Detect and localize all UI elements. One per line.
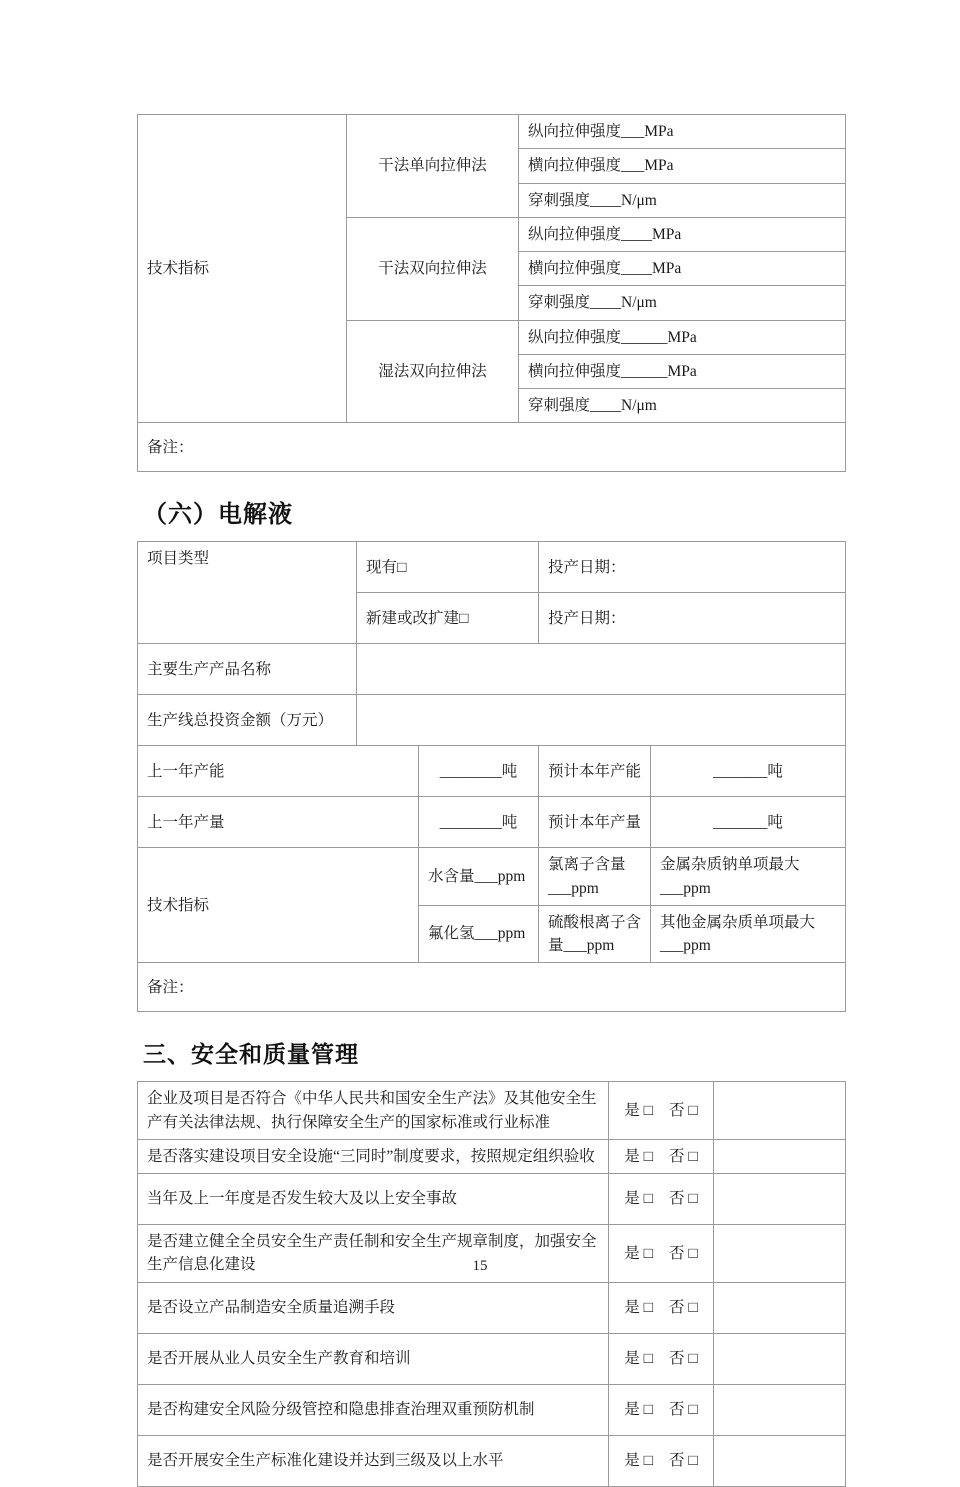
electrolyte-table	[137, 541, 846, 1012]
method-name-dry-uniaxial: 干法单向拉伸法	[347, 115, 519, 218]
last-year-capacity-value[interactable]: ________吨	[419, 746, 539, 797]
table-row	[138, 644, 846, 695]
spec-item: 纵向拉伸强度___MPa	[519, 115, 846, 149]
spec-item: 穿刺强度____N/μm	[519, 183, 846, 217]
main-product-label: 主要生产产品名称	[138, 644, 357, 695]
safety-note[interactable]	[714, 1174, 846, 1225]
spec-item: 穿刺强度____N/μm	[519, 286, 846, 320]
table-row	[138, 1384, 846, 1435]
table-row	[138, 1174, 846, 1225]
yes-no-checkbox-cell[interactable]	[609, 1139, 714, 1173]
yes-checkbox[interactable]: 是 □	[624, 1298, 653, 1316]
last-year-output-value[interactable]: ________吨	[419, 797, 539, 848]
safety-question: 当年及上一年度是否发生较大及以上安全事故	[138, 1174, 609, 1225]
electrolyte-tech-label: 技术指标	[138, 848, 419, 963]
this-year-output-label: 预计本年产量	[539, 797, 651, 848]
yes-no-checkbox-cell[interactable]	[609, 1435, 714, 1486]
production-date-existing: 投产日期：	[539, 542, 846, 593]
safety-question: 是否开展安全生产标准化建设并达到三级及以上水平	[138, 1435, 609, 1486]
production-date-new: 投产日期：	[539, 593, 846, 644]
no-checkbox[interactable]: 否 □	[669, 1147, 698, 1165]
table-row	[138, 1139, 846, 1173]
safety-note[interactable]	[714, 1282, 846, 1333]
safety-note[interactable]	[714, 1139, 846, 1173]
new-or-expanded-checkbox-cell[interactable]: 新建或改扩建□	[357, 593, 539, 644]
table-row	[138, 1333, 846, 1384]
yes-checkbox[interactable]: 是 □	[624, 1400, 653, 1418]
separator-tech-table	[137, 114, 846, 472]
chloride-ion-field[interactable]: 氯离子含量___ppm	[539, 848, 651, 906]
safety-note[interactable]	[714, 1333, 846, 1384]
table-row	[138, 1435, 846, 1486]
table-row	[138, 542, 846, 593]
this-year-capacity-label: 预计本年产能	[539, 746, 651, 797]
table-row	[138, 963, 846, 1012]
table-row	[138, 746, 846, 797]
remark-label: 备注：	[138, 963, 846, 1012]
safety-question: 企业及项目是否符合《中华人民共和国安全生产法》及其他安全生产有关法律法规、执行保障安全生产的国家标准或行业标准	[138, 1082, 609, 1140]
sodium-impurity-field[interactable]: 金属杂质钠单项最大___ppm	[651, 848, 846, 906]
spec-item: 纵向拉伸强度____MPa	[519, 217, 846, 251]
yes-no-checkbox-cell[interactable]	[609, 1174, 714, 1225]
safety-question: 是否建立健全全员安全生产责任制和安全生产规章制度，加强安全生产信息化建设	[138, 1225, 609, 1283]
this-year-output-value[interactable]: _______吨	[651, 797, 846, 848]
yes-checkbox[interactable]: 是 □	[624, 1349, 653, 1367]
yes-no-checkbox-cell[interactable]	[609, 1082, 714, 1140]
yes-checkbox[interactable]: 是 □	[624, 1147, 653, 1165]
section-heading-electrolyte: （六）电解液	[143, 500, 293, 529]
this-year-capacity-value[interactable]: _______吨	[651, 746, 846, 797]
safety-question: 是否构建安全风险分级管控和隐患排查治理双重预防机制	[138, 1384, 609, 1435]
page-content	[137, 114, 845, 1487]
yes-checkbox[interactable]: 是 □	[624, 1244, 653, 1262]
safety-question: 是否开展从业人员安全生产教育和培训	[138, 1333, 609, 1384]
sulfate-ion-field[interactable]: 硫酸根离子含量___ppm	[539, 905, 651, 963]
no-checkbox[interactable]: 否 □	[669, 1244, 698, 1262]
last-year-capacity-label: 上一年产能	[138, 746, 419, 797]
total-investment-label: 生产线总投资金额（万元）	[138, 695, 357, 746]
no-checkbox[interactable]: 否 □	[669, 1400, 698, 1418]
section-heading-safety-quality: 三、安全和质量管理	[143, 1042, 359, 1069]
yes-no-checkbox-cell[interactable]	[609, 1333, 714, 1384]
safety-question: 是否设立产品制造安全质量追溯手段	[138, 1282, 609, 1333]
spec-item: 穿刺强度____N/μm	[519, 389, 846, 423]
spec-item: 横向拉伸强度___MPa	[519, 149, 846, 183]
yes-checkbox[interactable]: 是 □	[624, 1101, 653, 1119]
hydrogen-fluoride-field[interactable]: 氟化氢___ppm	[419, 905, 539, 963]
other-metal-impurity-field[interactable]: 其他金属杂质单项最大 ___ppm	[651, 905, 846, 963]
water-content-field[interactable]: 水含量___ppm	[419, 848, 539, 906]
table-row	[138, 115, 846, 149]
no-checkbox[interactable]: 否 □	[669, 1298, 698, 1316]
no-checkbox[interactable]: 否 □	[669, 1451, 698, 1469]
no-checkbox[interactable]: 否 □	[669, 1349, 698, 1367]
last-year-output-label: 上一年产量	[138, 797, 419, 848]
no-checkbox[interactable]: 否 □	[669, 1101, 698, 1119]
page-number: 15	[472, 1258, 488, 1274]
yes-checkbox[interactable]: 是 □	[624, 1451, 653, 1469]
method-name-dry-biaxial: 干法双向拉伸法	[347, 217, 519, 320]
yes-checkbox[interactable]: 是 □	[624, 1190, 653, 1208]
spec-item: 横向拉伸强度______MPa	[519, 354, 846, 388]
table-row	[138, 1082, 846, 1140]
remark-label: 备注：	[138, 423, 846, 472]
no-checkbox[interactable]: 否 □	[669, 1190, 698, 1208]
table-row	[138, 1282, 846, 1333]
table-row	[138, 695, 846, 746]
safety-note[interactable]	[714, 1082, 846, 1140]
yes-no-checkbox-cell[interactable]	[609, 1282, 714, 1333]
tech-index-label: 技术指标	[138, 115, 347, 423]
safety-note[interactable]	[714, 1435, 846, 1486]
existing-checkbox-cell[interactable]: 现有□	[357, 542, 539, 593]
safety-question: 是否落实建设项目安全设施“三同时”制度要求，按照规定组织验收	[138, 1139, 609, 1173]
table-row	[138, 423, 846, 472]
spec-item: 横向拉伸强度____MPa	[519, 252, 846, 286]
project-type-label: 项目类型	[138, 542, 357, 644]
yes-no-checkbox-cell[interactable]	[609, 1384, 714, 1435]
table-row	[138, 848, 846, 906]
table-row	[138, 797, 846, 848]
total-investment-value[interactable]	[357, 695, 846, 746]
main-product-value[interactable]	[357, 644, 846, 695]
spec-item: 纵向拉伸强度______MPa	[519, 320, 846, 354]
safety-quality-table	[137, 1081, 846, 1486]
safety-note[interactable]	[714, 1384, 846, 1435]
method-name-wet-biaxial: 湿法双向拉伸法	[347, 320, 519, 423]
